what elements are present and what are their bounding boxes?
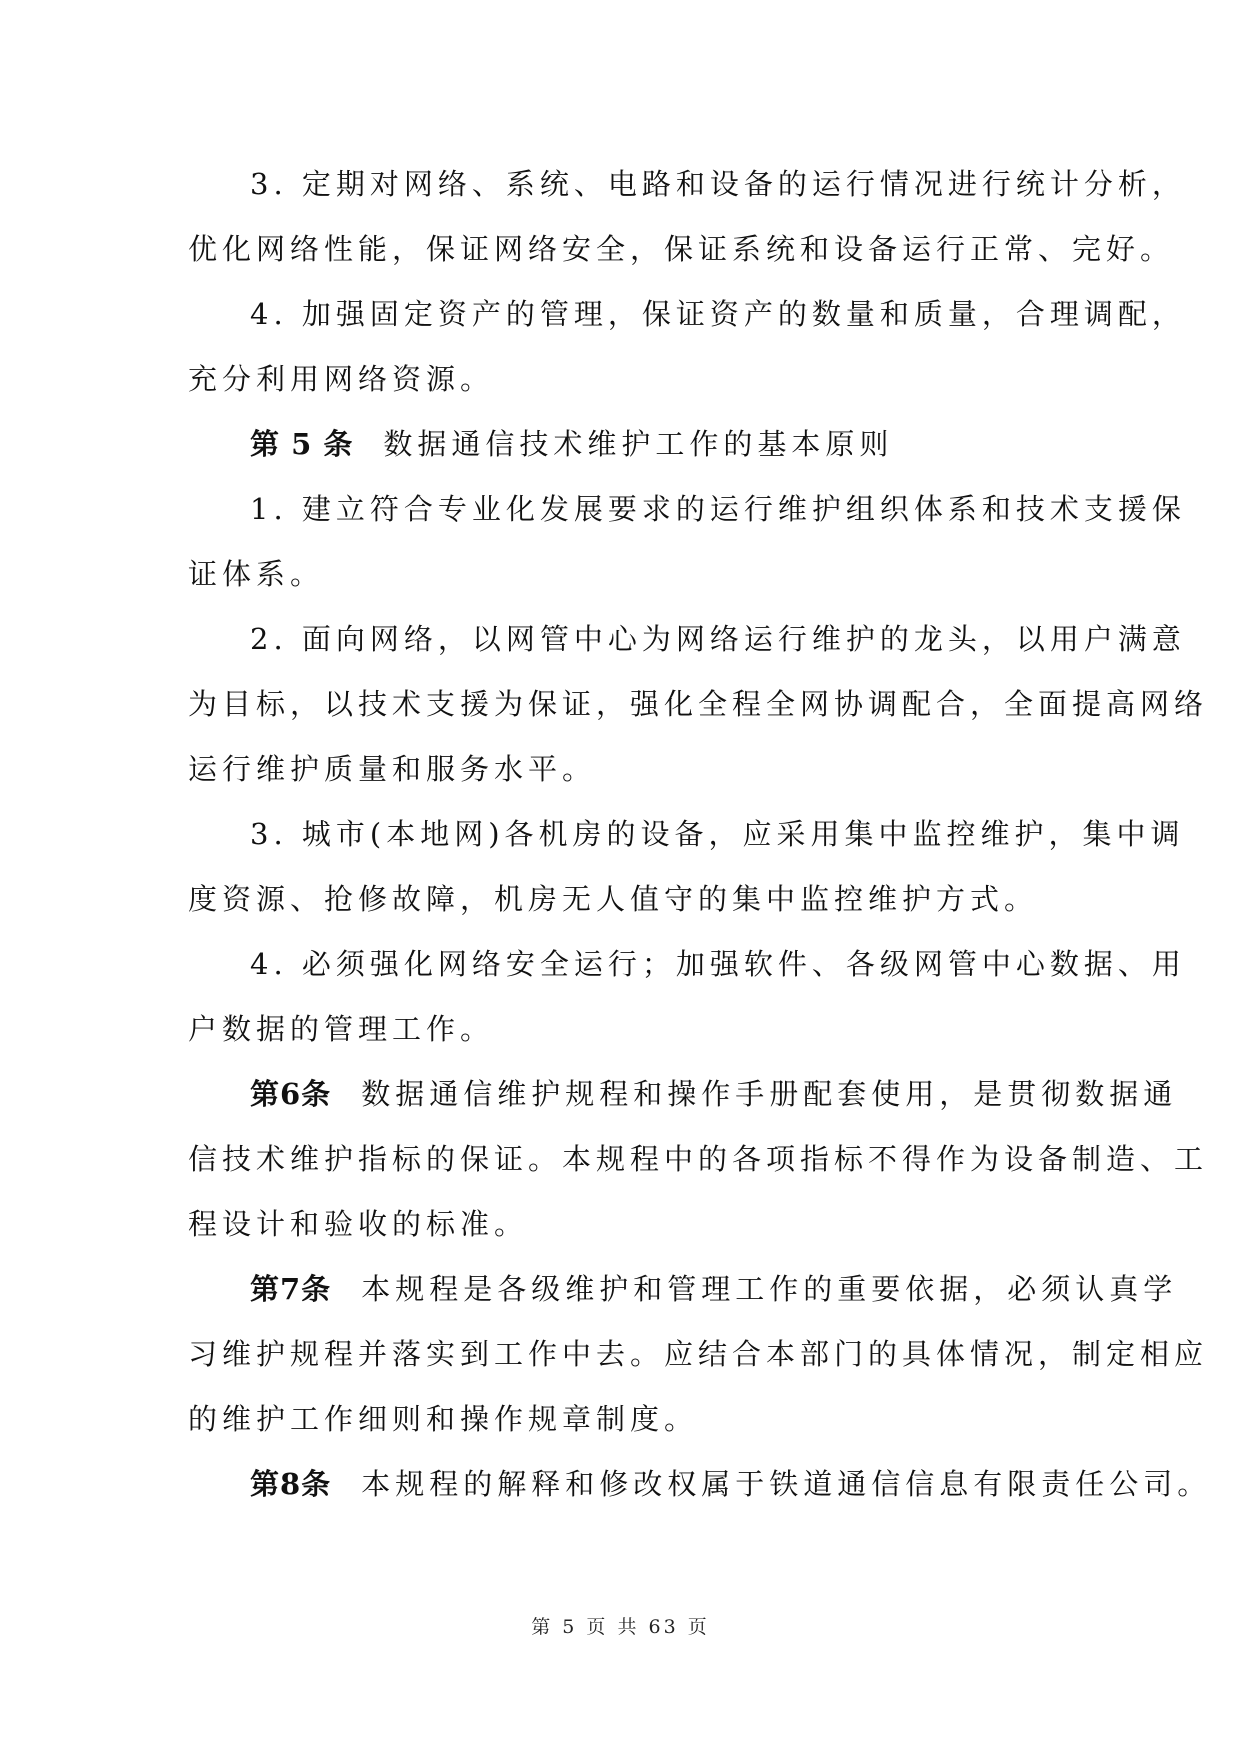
paragraph <box>188 160 1186 290</box>
text-line <box>188 420 1054 485</box>
article-5-heading <box>188 420 1054 485</box>
text-line: 4. 必须强化网络安全运行；加强软件、各级网管中心数据、用 <box>250 947 1186 981</box>
text-line: 1. 建立符合专业化发展要求的运行维护组织体系和技术支援保 <box>250 492 1186 526</box>
page-footer <box>0 1612 1241 1639</box>
article-7 <box>188 1265 1209 1460</box>
article-text: 本规程是各级维护和管理工作的重要依据，必须认真学 <box>361 1272 1178 1306</box>
text-line: 3. 定期对网络、系统、电路和设备的运行情况进行统计分析， <box>250 167 1186 201</box>
article-number: 第8条 <box>250 1467 332 1501</box>
article-6 <box>188 1070 1209 1265</box>
paragraph <box>188 290 1186 420</box>
text-line: 运行维护质量和服务水平。 <box>188 752 597 786</box>
text-line: 为目标，以技术支援为保证，强化全程全网协调配合，全面提高网络 <box>188 687 1209 721</box>
text-line: 的维护工作细则和操作规章制度。 <box>188 1402 699 1436</box>
article-number: 第7条 <box>250 1272 332 1306</box>
text-line: 充分利用网络资源。 <box>188 362 495 396</box>
text-line: 度资源、抢修故障，机房无人值守的集中监控维护方式。 <box>188 882 1039 916</box>
article-number: 第6条 <box>250 1077 332 1111</box>
text-line: 优化网络性能，保证网络安全，保证系统和设备运行正常、完好。 <box>188 232 1175 266</box>
text-line: 习维护规程并落实到工作中去。应结合本部门的具体情况，制定相应 <box>188 1337 1209 1371</box>
article-text: 数据通信维护规程和操作手册配套使用，是贯彻数据通 <box>361 1077 1178 1111</box>
paragraph <box>188 810 1185 940</box>
text-line <box>188 1460 1212 1525</box>
paragraph <box>188 485 1186 615</box>
document-body <box>188 160 1212 1525</box>
text-line <box>188 1070 1178 1135</box>
article-text: 本规程的解释和修改权属于铁道通信信息有限责任公司。 <box>361 1467 1212 1501</box>
text-line: 3. 城市(本地网)各机房的设备，应采用集中监控维护，集中调 <box>250 817 1185 851</box>
text-line: 信技术维护指标的保证。本规程中的各项指标不得作为设备制造、工 <box>188 1142 1209 1176</box>
text-line: 程设计和验收的标准。 <box>188 1207 529 1241</box>
text-line: 4. 加强固定资产的管理，保证资产的数量和质量，合理调配， <box>250 297 1186 331</box>
text-line: 证体系。 <box>188 557 325 591</box>
paragraph <box>188 940 1186 1070</box>
text-line: 2. 面向网络，以网管中心为网络运行维护的龙头，以用户满意 <box>250 622 1186 656</box>
text-line: 户数据的管理工作。 <box>188 1012 495 1046</box>
page-number-label: 第 5 页 共 63 页 <box>531 1616 710 1638</box>
article-number: 第 5 条 <box>250 427 354 461</box>
paragraph <box>188 615 1209 810</box>
text-line <box>188 1265 1178 1330</box>
article-title: 数据通信技术维护工作的基本原则 <box>383 427 894 461</box>
article-8 <box>188 1460 1212 1525</box>
